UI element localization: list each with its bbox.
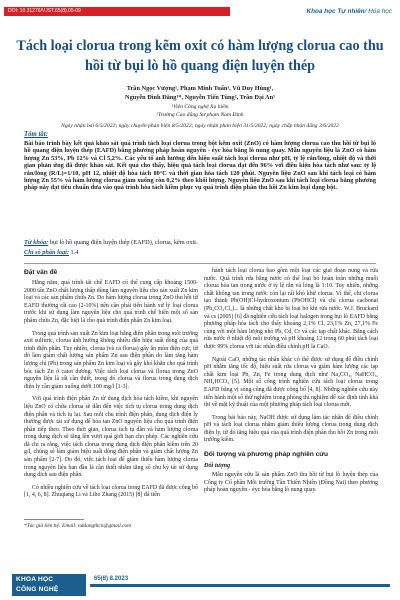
section-heading-methods: Đối tượng và phương pháp nghiên cứu <box>204 451 329 459</box>
paragraph: Có nhiều nghiên cứu về tách loại clorua trong EAFD đã được công bố [1, 4, 6, 8]. Zhuqiang Li và Libo Zhang (2015) [8] đã tiến <box>24 484 198 499</box>
section-heading-intro: Đặt vấn đề <box>24 269 58 276</box>
authors-line-1: Trần Ngọc Vượng¹, Phạm Minh Tuấn¹, Vũ Duy Hùng¹, <box>126 85 274 92</box>
paragraph: Ngoài CaO, những tác nhân khác có thể được sử dụng để điều chỉnh pH nhằm tăng tốc độ, hiệu suất rửa clorua và giảm hàm lượng các tạp chất kim loại Pb, Zn, Fe trong dung dịch như Na₂CO₃, NaHCO₃, NH₄HCO₃ [5]. Một số công trình nghiên cứu tách loại clorua trong EAFD bằng vị sóng cũng đã được công bố [4, 8]. Những nghiên cứu này tiến hành một số thử nghiệm trong phòng thí nghiệm để xác định tính khả thi về mặt kỹ thuật của một phương pháp tách loại clorua mới. <box>204 356 378 409</box>
paragraph: Hằng năm, quá trình tái chế EAFD có thể cung cấp khoảng 1500-2000 tấn ZnO chất lượng thấp dùng làm nguyên liệu cho sản xuất Zn kim loại và các sản phẩm chứa Zn. Do hàm lượng clorua trong ZnO thu hồi từ EAFD thường rất cao (2-10%) nên cần phải tiến hành xử lý loại clorua trước khi sử dụng làm nguyên liệu cho quá trình chế biến một số sản phẩm chứa Zn, đặc biệt là cho quá trình điện phân Zn kim loại. <box>24 280 198 324</box>
dates-line: Ngày nhận bài 6/5/2022; ngày chuyển phản biện 8/5/2022; ngày nhận phản biện 31/5/2022; ngày chấp nhận đăng 3/6/2022 <box>61 123 339 129</box>
paragraph: Trong quá trình sản xuất Zn kim loại bằng điện phân trong môi trường axit sulfuric, clorua ảnh hưởng không nhiều đến hiệu suất dòng của quá trình điện phân. Tuy nhiên, clorua (và cả florua) gây ăn mòn điện cực, từ đó làm giảm chất lượng sản phẩm Zn sau điện phân do làm tăng hàm lượng chì (Pb) trong sản phẩm Zn kim loại và gây khó khăn cho quá trình bóc tách Zn ở catot dương. Việc tách loại clorua và florua trong ZnO nguyên liệu là rất cần thiết, trong đó clorua và florua trong dung dịch điện ly cần giảm xuống dưới 100 mg/l [1-3]. <box>24 330 198 390</box>
journal-logo <box>12 574 86 596</box>
keywords-text: bụi lò hồ quang điện luyện thép (EAFD), clorua, kẽm oxit. <box>49 239 198 246</box>
article-title: Tách loại clorua trong kẽm oxit có hàm lượng clorua cao thu hồi từ bụi lò hồ quang điện luyện thép <box>16 38 384 74</box>
left-column <box>24 268 198 505</box>
paragraph: Trong bài báo này, NaOH được sử dụng làm tác nhân để điều chỉnh pH và tách loại clorua nhằm giảm thiểu lượng clorua trong dung dịch điện ly, từ đó tăng hiệu quả của quá trình điện phân thu hồi Zn trong môi trường kiềm. <box>204 414 378 444</box>
section-label <box>306 7 392 16</box>
authors-line-2: Nguyễn Đình Đăng¹*, Nguyễn Tiến Tùng², Trần Đại An¹ <box>125 94 275 101</box>
keywords-label: Từ khóa: <box>24 239 49 246</box>
divider <box>24 263 376 264</box>
classification-label: Chỉ số phân loại: <box>24 249 69 256</box>
logo-line-1: KHOA HỌC <box>16 576 54 583</box>
paragraph: Mẫu nguyên cứu là sản phẩm ZnO thu hồi từ bụi lò luyện thép của Công ty Cổ phần Môi trường Tân Thiên Nhiên (Đồng Nai) theo phương pháp hoàn nguyên - éyc hòa bằng lò nung quay. <box>204 472 378 494</box>
classification <box>24 249 376 257</box>
abstract-title: Tóm tắt: <box>24 131 48 138</box>
section-suffix: / Hóa học <box>364 8 392 15</box>
footnote: *Tác giả liên hệ: Email: nddangthcn@gmail.com <box>24 523 132 529</box>
doi-bar: DOI: 10.31276/VJST.65(8).05-09 <box>4 7 230 16</box>
affiliation-1: ¹Viện Công nghệ Xạ hiếm <box>171 104 229 110</box>
paragraph: Với quá trình điện phân Zn từ dung dịch hòa tách kiềm, khi nguyên liệu ZnO có chứa clorua sẽ dẫn đến việc tích tụ clorua trong dung dịch điện phân và tích tụ lại. Sau mỗi chu trình điện phân, dung dịch điện ly thường được tái sử dụng để hòa tan ZnO nguyên liệu cho quá trình điện phân tiếp theo. Theo thời gian, clorua tích tụ dần và hàm lượng clorua trong dung dịch sẽ tăng lên vượt quá giới hạn cho phép. Các nghiên cứu đã chỉ ra rằng, việc tách clorua trong dung dịch điện phân kiềm trên 20 g/l, chúng sẽ làm giảm hiệu suất dòng điện phân và giảm chất lượng Zn sản phẩm [2-7]. Do đó, việc tách loại để giảm thiểu hàm lượng clorua trong nguyên liệu ban đầu là cần thiết nhằm tăng số chu kỳ tái sử dụng dung dịch sau điện phân. <box>24 396 198 479</box>
affiliation-2: ²Trường Cao đẳng Sư phạm Nam Định <box>156 112 244 118</box>
authors <box>40 84 360 102</box>
header <box>0 0 400 22</box>
logo-line-2: CÔNG NGHỆ <box>16 586 59 593</box>
paragraph: hành tách loại clorua bao gồm một loạt các giai đoạn nung và rửa nước. Quá trình rửa bằng nước có thể loại bỏ hoàn toàn những muối clorua hòa tan trong nước ở tỷ lệ rắn và lỏng là 1:10. Tuy nhiên, những chất không tan trong nước còn lại rất khó khử clorua. Vì thế, chi clorua tạo thành Pb(OH)Cl-hydroxonium (PbOHCl) và chì clorua cacbonat (Pb₂CO₃Cl₂)... là những chất khó bị loại bỏ khi rửa nước. W.J. Bruckard và cs (2005) [6] đã nghiên cứu tách loại halogen trong bụi lò EAFD bằng phương pháp hòa tách cho thấy khoảng 2,1% Cl, 23,1% Zn, 27,1% Fe cùng với một hàm lượng nhỏ Pb, Cd, Cr và các tạp chất khác. Bằng cách rửa nước ở nhiệt độ môi trường và pH khoảng 12 trong 60 phút tách loại được 99% clorua với tác nhân điều chỉnh pH là CaO. <box>204 268 378 350</box>
section-prefix: Khoa học Tự nhiên <box>306 8 365 15</box>
footer <box>0 566 400 600</box>
affiliations <box>40 103 360 119</box>
footnote-divider <box>24 519 84 520</box>
subheading-subject: Đối tượng <box>204 462 231 470</box>
right-column <box>204 268 378 500</box>
classification-value: 1.4 <box>70 249 79 256</box>
footer-bar <box>90 584 390 587</box>
keywords <box>24 239 376 247</box>
issue-number: 65(8) 8.2023 <box>94 576 129 582</box>
abstract: Bài báo trình bày kết quả khảo sát quá trình tách loại clorua trong bột kẽm oxit (ZnO) có hàm lượng clorua cao thu hồi từ bụi lò hồ quang điện luyện thép (EAFD) bằng phương pháp hoàn nguyên - éyc hòa bằng lò nung quay. Mẫu nguyên liệu là ZnO có hàm lượng Zn 53%, Pb 12% và Cl 5,2%. Các yếu tố ảnh hưởng đến hiệu suất tách loại clorua như pH, tỷ lệ rắn/lỏng, nhiệt độ và thời gian phản ứng đã được khảo sát. Kết quả cho thấy, hiệu quả tách loại clorua đạt đến 96% với điều kiện hòa tách như sau: tỷ lệ rắn/lỏng (R/L)=1/10, pH 12, nhiệt độ hòa tách 80°C và thời gian hòa tách 120 phút. Nguyên liệu ZnO sau khi tách loại có hàm lượng Zn 55% và hàm lượng clorua giảm xuống còn 0,2% theo khối lượng. Nguyên liệu ZnO sau khi tách loại clorua bằng phương pháp này đạt tiêu chuẩn đưa vào quá trình hòa tách kiềm phục vụ quá trình điện phân thu hồi Zn kim loại dạng bột. <box>24 140 376 192</box>
